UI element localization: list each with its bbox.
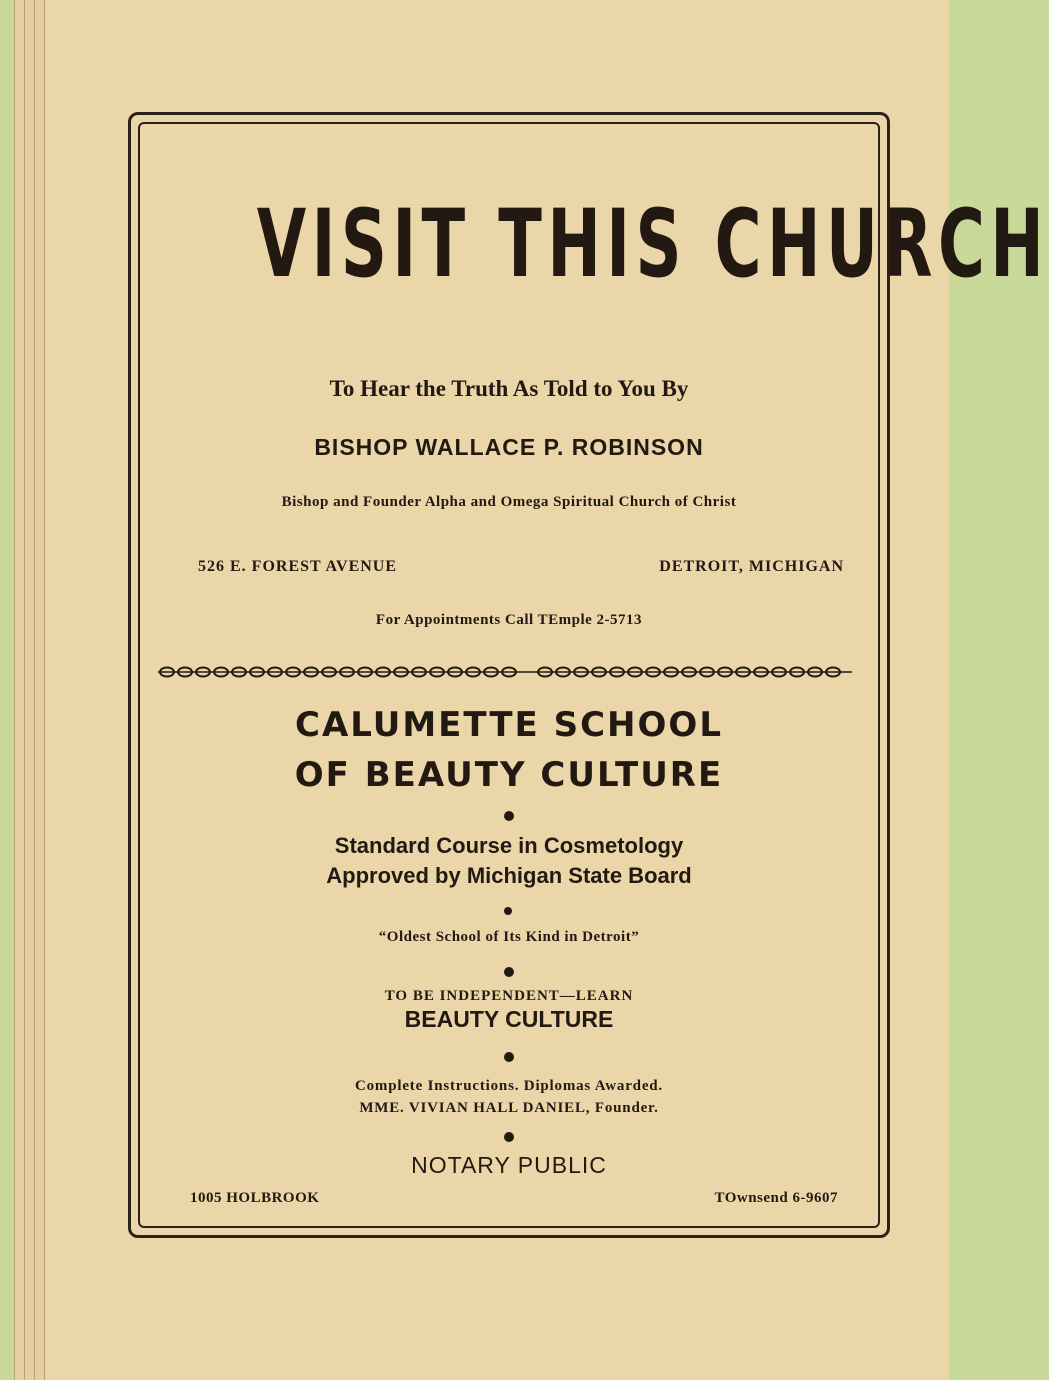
bishop-name: BISHOP WALLACE P. ROBINSON <box>314 434 704 460</box>
bullet-divider <box>504 811 514 821</box>
course-description <box>138 831 880 891</box>
school-name <box>138 700 880 800</box>
church-intro: To Hear the Truth As Told to You By <box>329 376 689 401</box>
church-headline: VISIT THIS CHURCH <box>256 190 1049 299</box>
appointments-line: For Appointments Call TEmple 2-5713 <box>375 612 643 628</box>
instructions-line: Complete Instructions. Diplomas Awarded. <box>355 1078 663 1094</box>
bullet-divider <box>504 1052 514 1062</box>
school-name-line1: CALUMETTE SCHOOL <box>295 705 723 745</box>
bishop-title: Bishop and Founder Alpha and Omega Spiritual Church of Christ <box>281 494 737 510</box>
school-address: 1005 HOLBROOK <box>190 1190 320 1206</box>
course-line1: Standard Course in Cosmetology <box>334 833 684 858</box>
school-phone: TOwnsend 6-9607 <box>714 1190 838 1206</box>
beauty-culture-line: BEAUTY CULTURE <box>404 1006 614 1032</box>
notary-public: NOTARY PUBLIC <box>411 1152 607 1178</box>
bullet-divider <box>504 967 514 977</box>
founder-line: MME. VIVIAN HALL DANIEL, Founder. <box>359 1100 659 1116</box>
bullet-divider <box>504 907 512 915</box>
independent-line: TO BE INDEPENDENT—LEARN <box>384 988 634 1004</box>
instructions-block <box>138 1075 880 1119</box>
bullet-divider <box>504 1132 514 1142</box>
church-address: 526 E. FOREST AVENUE <box>198 558 398 575</box>
course-line2: Approved by Michigan State Board <box>326 863 692 888</box>
oldest-school-quote: “Oldest School of Its Kind in Detroit” <box>378 929 640 945</box>
church-city: DETROIT, MICHIGAN <box>659 558 844 575</box>
school-name-line2: OF BEAUTY CULTURE <box>294 755 724 795</box>
ornamental-divider <box>158 664 852 680</box>
